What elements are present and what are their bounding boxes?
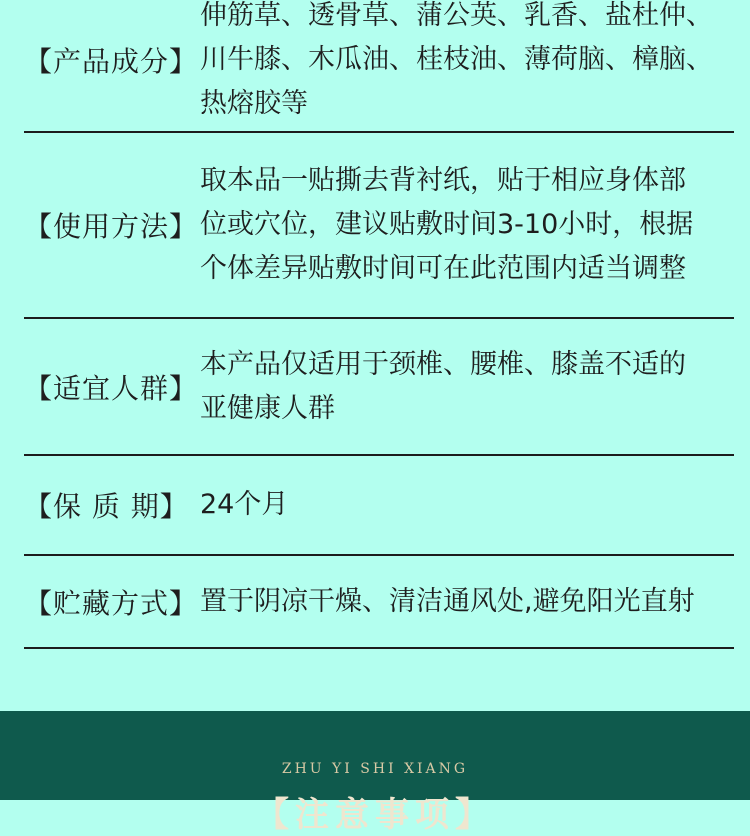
row-value — [200, 0, 734, 126]
row-shelf-life — [24, 456, 734, 556]
section-subtitle: ZHU YI SHI XIANG — [281, 761, 469, 777]
row-value — [200, 343, 734, 431]
row-value — [200, 159, 734, 291]
value-line: 本产品仅适用于颈椎、腰椎、膝盖不适的 — [200, 348, 686, 380]
row-value — [200, 580, 734, 624]
row-label: 【适宜人群】 — [24, 371, 199, 405]
row-value — [200, 483, 734, 527]
value-line: 位或穴位，建议贴敷时间3-10小时，根据 — [200, 209, 694, 240]
value-line: 伸筋草、透骨草、蒲公英、乳香、盐杜仲、 — [200, 0, 713, 31]
value-line: 川牛膝、木瓜油、桂枝油、薄荷脑、樟脑、 — [200, 43, 713, 75]
row-usage — [24, 133, 734, 319]
row-label: 【使用方法】 — [24, 210, 199, 243]
row-label: 【产品成分】 — [24, 44, 199, 78]
value-line: 亚健康人群 — [200, 392, 335, 424]
value-line: 热熔胶等 — [200, 87, 308, 119]
row-label: 【贮藏方式】 — [24, 586, 199, 620]
row-storage — [24, 556, 734, 649]
value-line: 24个月 — [200, 489, 289, 520]
row-label: 【保 质 期】 — [24, 490, 189, 523]
row-ingredients — [24, 0, 734, 133]
notice-section-header — [0, 711, 750, 835]
value-line: 个体差异贴敷时间可在此范围内适当调整 — [200, 253, 686, 284]
value-line: 置于阴凉干燥、清洁通风处,避免阳光直射 — [200, 585, 695, 617]
row-audience — [24, 319, 734, 456]
value-line: 取本品一贴撕去背衬纸，贴于相应身体部 — [200, 165, 686, 196]
section-title: 【注意事项】 — [255, 795, 495, 835]
